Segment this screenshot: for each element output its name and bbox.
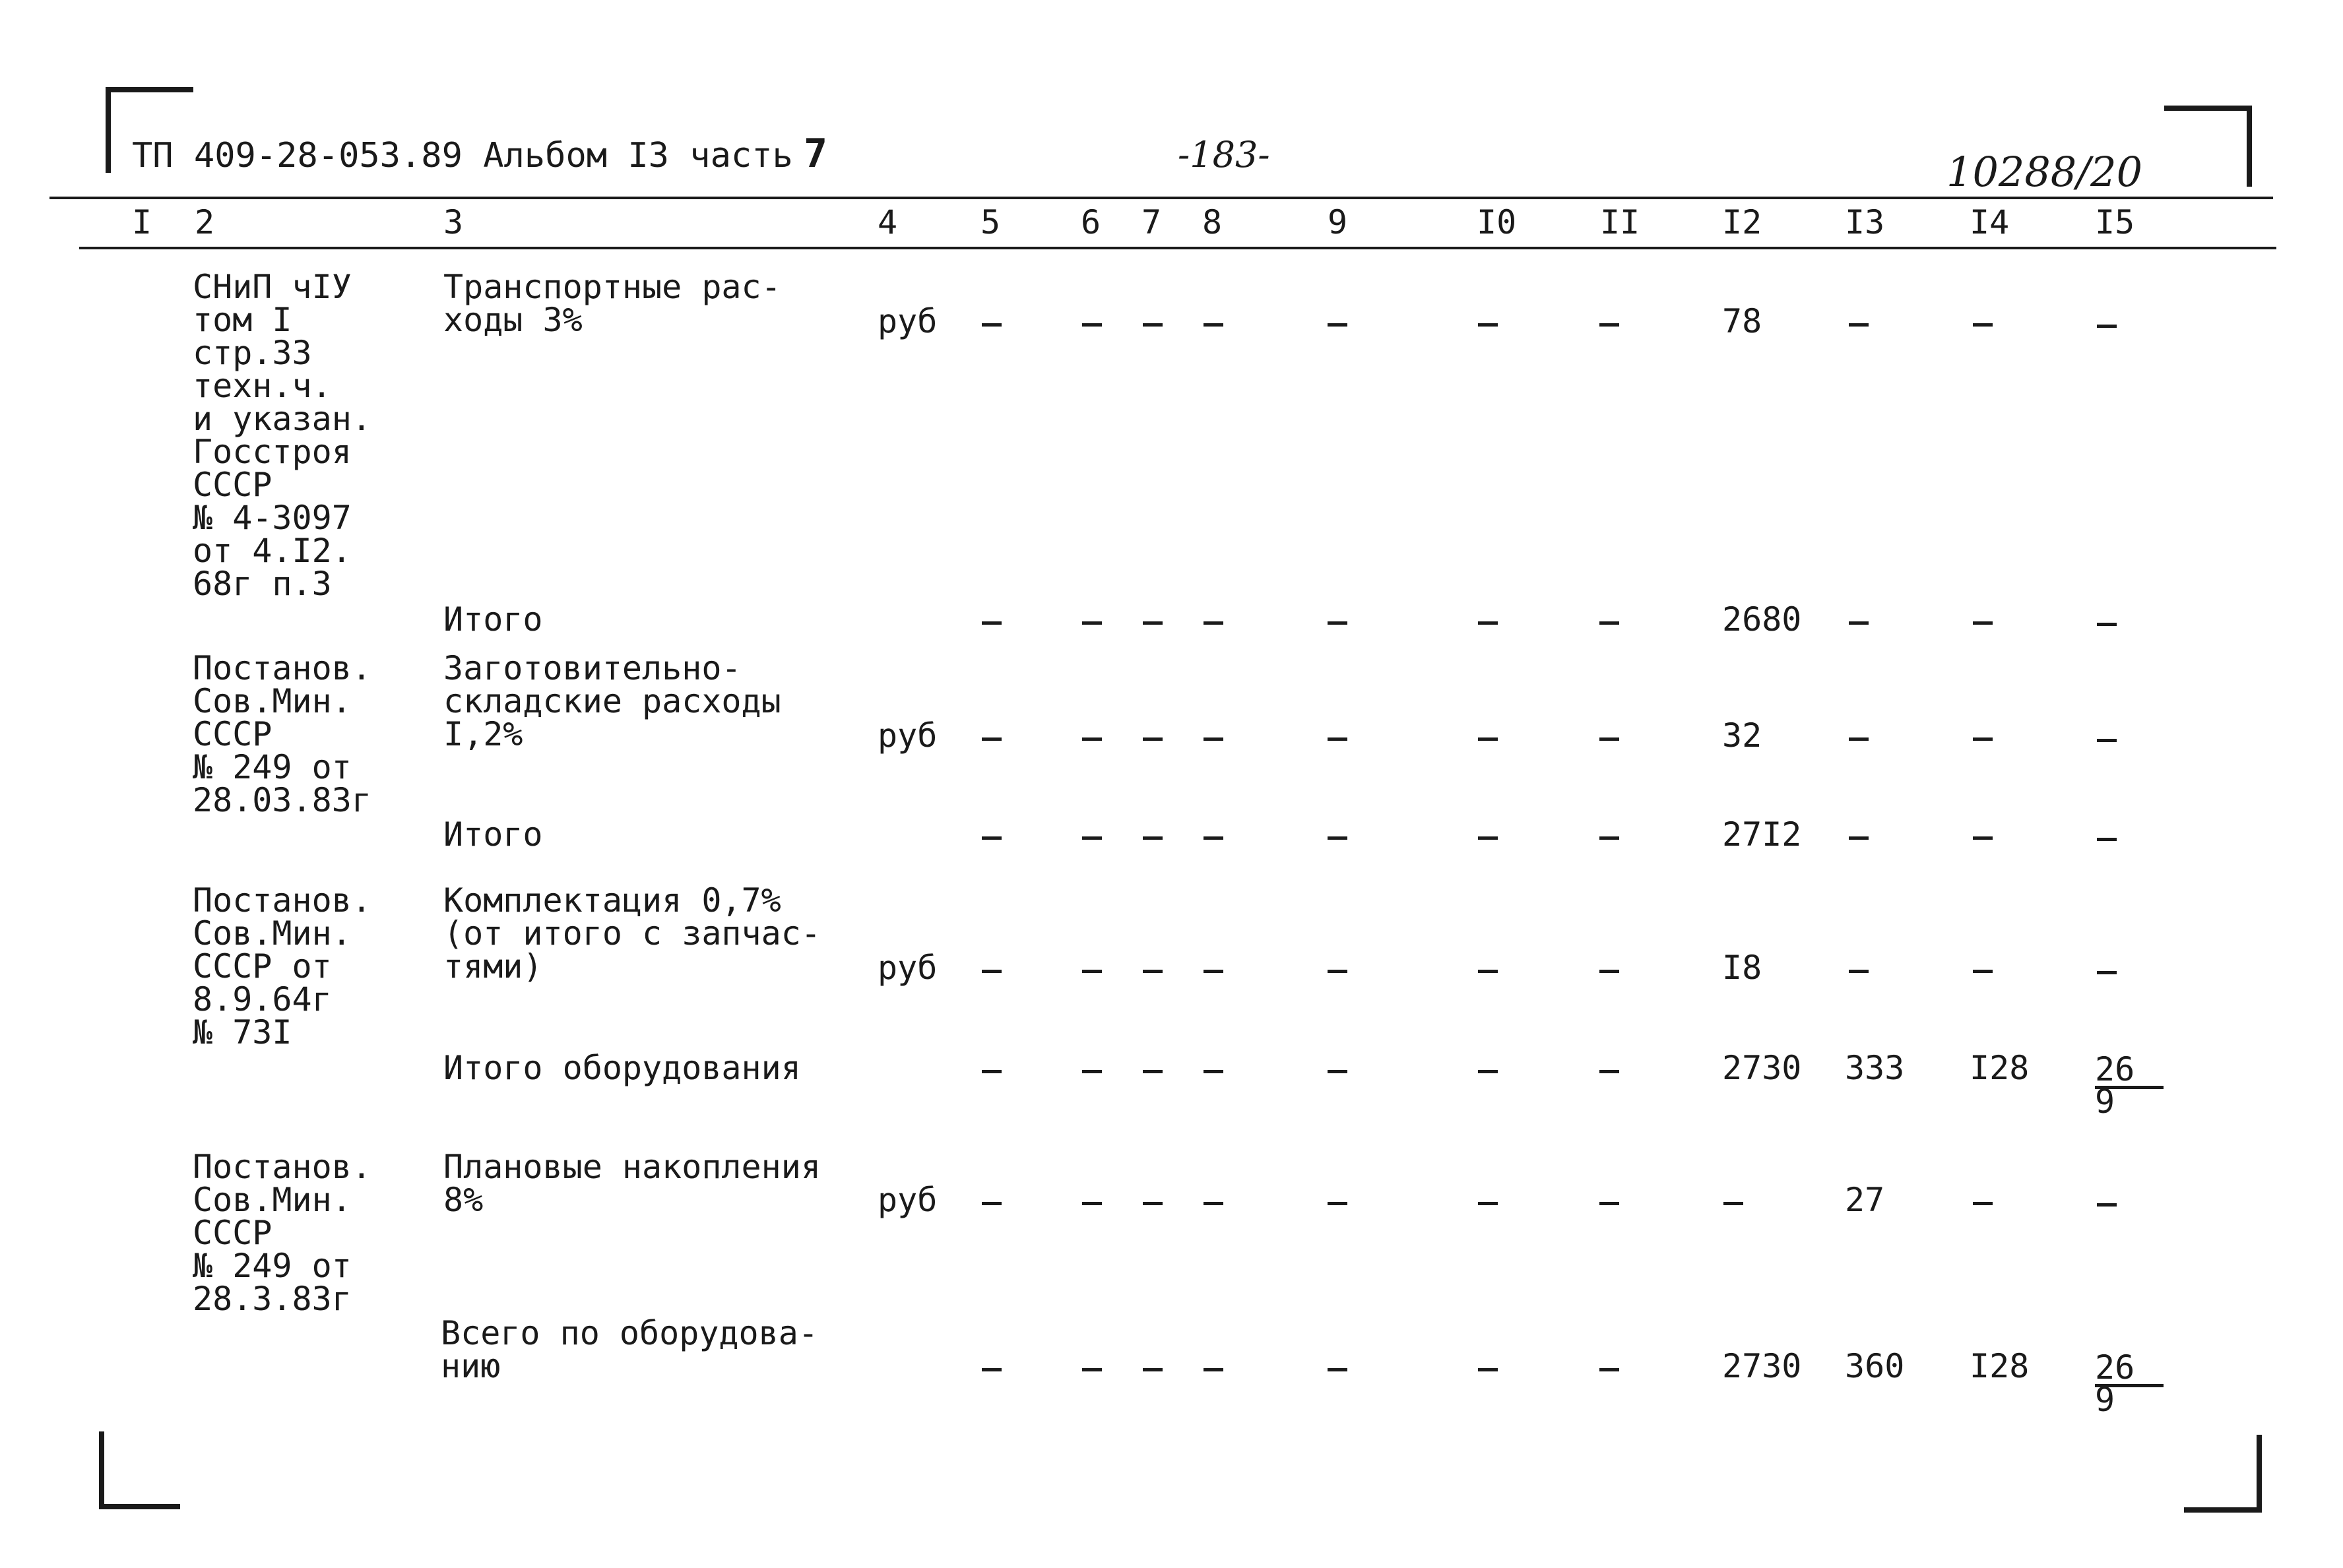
- frame-corner-top-right: [2164, 106, 2252, 187]
- page-number: -183-: [1178, 134, 1270, 175]
- column-header-10: I0: [1477, 203, 1517, 241]
- transport-unit: руб: [878, 302, 938, 340]
- grand-total-col15-denominator: 9: [2095, 1381, 2115, 1419]
- total-equipment-col15-fraction: [2095, 1050, 2164, 1121]
- column-header-14: I4: [1970, 203, 2010, 241]
- column-header-9: 9: [1328, 203, 1348, 241]
- column-header-6: 6: [1081, 203, 1101, 241]
- storage-col12: 32: [1722, 716, 1762, 755]
- transport-name: Транспортные рас- ходы 3%: [443, 268, 781, 339]
- transport-col12: 78: [1722, 302, 1762, 340]
- grand-total-col13: 360: [1845, 1347, 1905, 1385]
- storage-name: Заготовительно- складские расходы I,2%: [443, 649, 781, 753]
- frame-corner-bottom-right: [2184, 1435, 2262, 1513]
- grand-total-col12: 2730: [1722, 1347, 1802, 1385]
- planned-name: Плановые накопления 8%: [443, 1148, 821, 1219]
- document-code: ТП 409-28-053.89 Альбом I3 часть: [132, 136, 793, 175]
- column-header-3: 3: [443, 203, 464, 241]
- planned-unit: руб: [878, 1181, 938, 1219]
- storage-basis: Постанов. Сов.Мин. СССР № 249 от 28.03.83г: [193, 649, 371, 819]
- total-equipment-name: Итого оборудования: [443, 1049, 801, 1087]
- total-equipment-col14: I28: [1970, 1049, 2030, 1087]
- total1-col12: 2680: [1722, 600, 1802, 639]
- planned-col13: 27: [1845, 1181, 1885, 1219]
- assembly-basis: Постанов. Сов.Мин. СССР от 8.9.64г № 73I: [193, 881, 371, 1051]
- total1-name: Итого: [443, 600, 543, 639]
- column-header-1: I: [132, 203, 152, 241]
- grand-total-col15-numerator: 26: [2095, 1351, 2164, 1387]
- total-equipment-col15-denominator: 9: [2095, 1082, 2115, 1121]
- column-header-12: I2: [1722, 203, 1762, 241]
- column-header-4: 4: [878, 203, 898, 241]
- sheet-reference: 10288/20: [1946, 148, 2143, 196]
- total-equipment-col15-numerator: 26: [2095, 1053, 2164, 1089]
- grand-total-name: Всего по оборудова- нию: [441, 1314, 818, 1385]
- column-header-2: 2: [195, 203, 215, 241]
- frame-corner-bottom-left: [99, 1431, 180, 1509]
- column-header-8: 8: [1202, 203, 1223, 241]
- column-header-5: 5: [980, 203, 1001, 241]
- assembly-col12: I8: [1722, 949, 1762, 987]
- header-rule-top: [49, 197, 2273, 199]
- planned-basis: Постанов. Сов.Мин. СССР № 249 от 28.3.83г: [193, 1148, 371, 1318]
- assembly-unit: руб: [878, 949, 938, 987]
- grand-total-col15-fraction: [2095, 1348, 2164, 1419]
- column-header-7: 7: [1141, 203, 1162, 241]
- part-number: 7: [804, 131, 828, 177]
- total2-col12: 27I2: [1722, 815, 1802, 854]
- storage-unit: руб: [878, 716, 938, 755]
- total-equipment-col12: 2730: [1722, 1049, 1802, 1087]
- assembly-name: Комплектация 0,7% (от итого с запчас- тями): [443, 881, 821, 986]
- column-header-15: I5: [2095, 203, 2135, 241]
- column-header-11: II: [1600, 203, 1640, 241]
- transport-basis: СНиП чIУ том I стр.33 техн.ч. и указан. Госстроя СССР № 4-3097 от 4.I2. 68г п.3: [193, 268, 371, 603]
- column-header-13: I3: [1845, 203, 1885, 241]
- total2-name: Итого: [443, 815, 543, 854]
- grand-total-col14: I28: [1970, 1347, 2030, 1385]
- header-rule-bottom: [79, 247, 2276, 249]
- total-equipment-col13: 333: [1845, 1049, 1905, 1087]
